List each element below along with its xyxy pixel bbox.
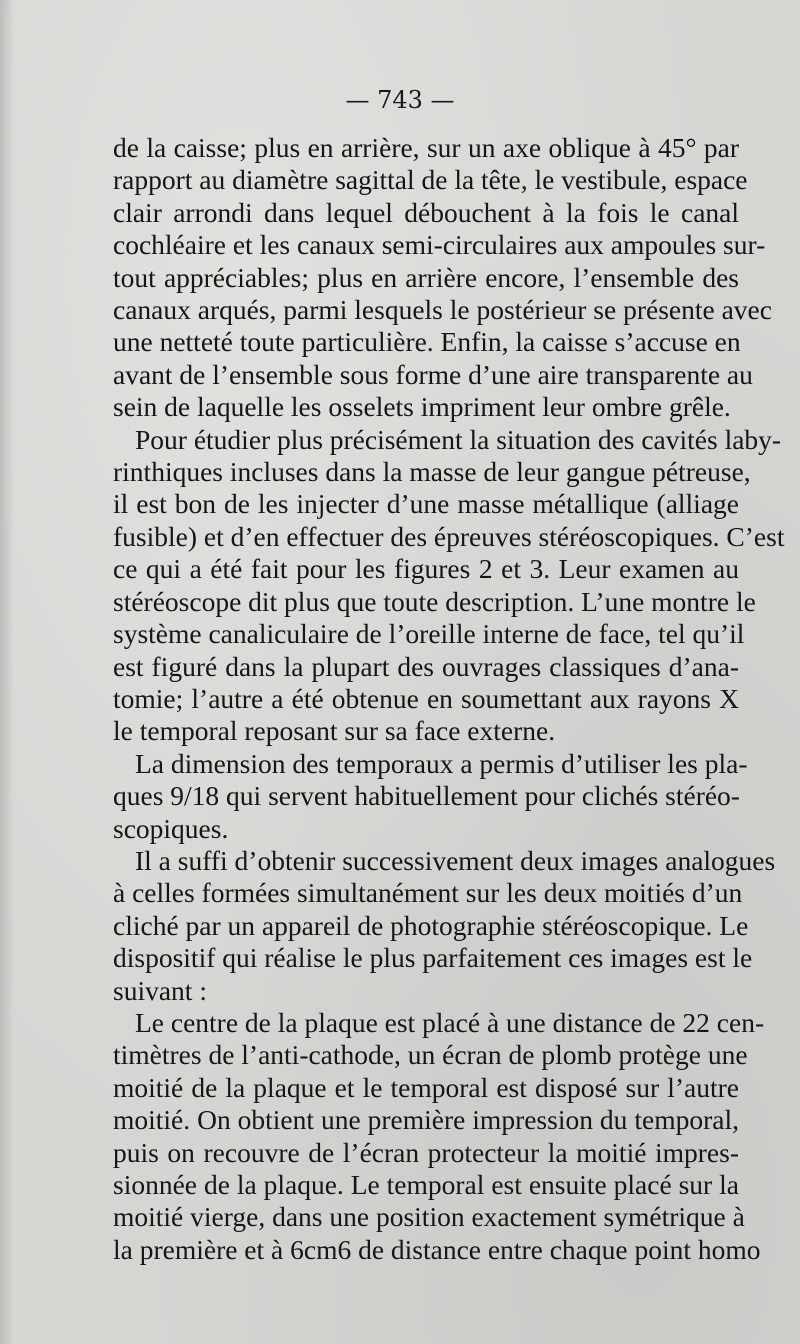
paragraph-1 <box>113 132 772 424</box>
text-line: rinthiques incluses dans la masse de leur gangue pétreuse, <box>113 456 751 488</box>
paragraph-3 <box>113 747 748 845</box>
text-line: tout appréciables; plus en arrière encore, l’ensemble des <box>113 261 739 293</box>
text-line: à celles formées simultanément sur les deux moitiés d’un <box>113 877 743 909</box>
text-line: puis on recouvre de l’écran protecteur la moitié impres- <box>113 1136 739 1168</box>
text-line: ques 9/18 qui servent habituellement pour clichés stéréo- <box>113 780 740 812</box>
text-line: cliché par un appareil de photographie stéréoscopique. Le <box>113 909 749 941</box>
text-line: le temporal reposant sur sa face externe. <box>113 715 556 747</box>
text-line: Il a suffi d’obtenir successivement deux images analogues <box>135 844 776 876</box>
text-line: sionnée de la plaque. Le temporal est ensuite placé sur la <box>113 1169 739 1200</box>
text-line: tomie; l’autre a été obtenue en soumettant aux rayons X <box>113 682 739 714</box>
text-line: clair arrondi dans lequel débouchent à la fois le canal <box>113 196 739 228</box>
text-line: scopiques. <box>113 812 229 844</box>
body-text <box>113 132 785 1266</box>
text-line: moitié. On obtient une première impression du temporal, <box>113 1104 739 1136</box>
text-line: Pour étudier plus précisément la situation des cavités laby- <box>135 423 782 455</box>
text-line: fusible) et d’en effectuer des épreuves stéréoscopiques. C’est <box>113 520 785 552</box>
text-line: suivant : <box>113 974 207 1006</box>
text-line: moitié vierge, dans une position exactement symétrique à <box>113 1201 745 1233</box>
page-number: — 743 — <box>345 86 455 114</box>
text-line: moitié de la plaque et le temporal est disposé sur l’autre <box>113 1071 739 1103</box>
text-line: Le centre de la plaque est placé à une distance de 22 cen- <box>135 1006 765 1038</box>
text-line: de la caisse; plus en arrière, sur un axe oblique à 45° par <box>113 132 739 163</box>
paragraph-4 <box>113 844 776 1007</box>
text-line: système canaliculaire de l’oreille interne de face, tel qu’il <box>113 618 745 650</box>
text-line: La dimension des temporaux a permis d’utiliser les pla- <box>135 747 748 779</box>
text-line: ce qui a été fait pour les figures 2 et 3. Leur examen au <box>113 553 739 585</box>
text-line: stéréoscope dit plus que toute description. L’une montre le <box>113 585 756 617</box>
text-line: dispositif qui réalise le plus parfaitement ces images est le <box>113 942 753 974</box>
text-line: sein de laquelle les osselets impriment leur ombre grêle. <box>113 391 731 423</box>
text-line: une netteté toute particulière. Enfin, la caisse s’accuse en <box>113 326 741 358</box>
paragraph-5 <box>113 1006 765 1266</box>
text-line: cochléaire et les canaux semi-circulaires aux ampoules sur- <box>113 229 766 261</box>
text-line: timètres de l’anti-cathode, un écran de plomb protège une <box>113 1039 748 1071</box>
text-line: la première et à 6cm6 de distance entre chaque point homo <box>113 1233 761 1265</box>
text-line: est figuré dans la plupart des ouvrages classiques d’ana- <box>113 650 739 682</box>
text-line: canaux arqués, parmi lesquels le postérieur se présente avec <box>113 294 772 326</box>
text-line: avant de l’ensemble sous forme d’une aire transparente au <box>113 358 753 390</box>
paragraph-2 <box>113 423 785 748</box>
text-line: il est bon de les injecter d’une masse métallique (alliage <box>113 488 739 520</box>
text-line: rapport au diamètre sagittal de la tête, le vestibule, espace <box>113 164 748 196</box>
page-edge-shadow <box>0 0 14 1344</box>
